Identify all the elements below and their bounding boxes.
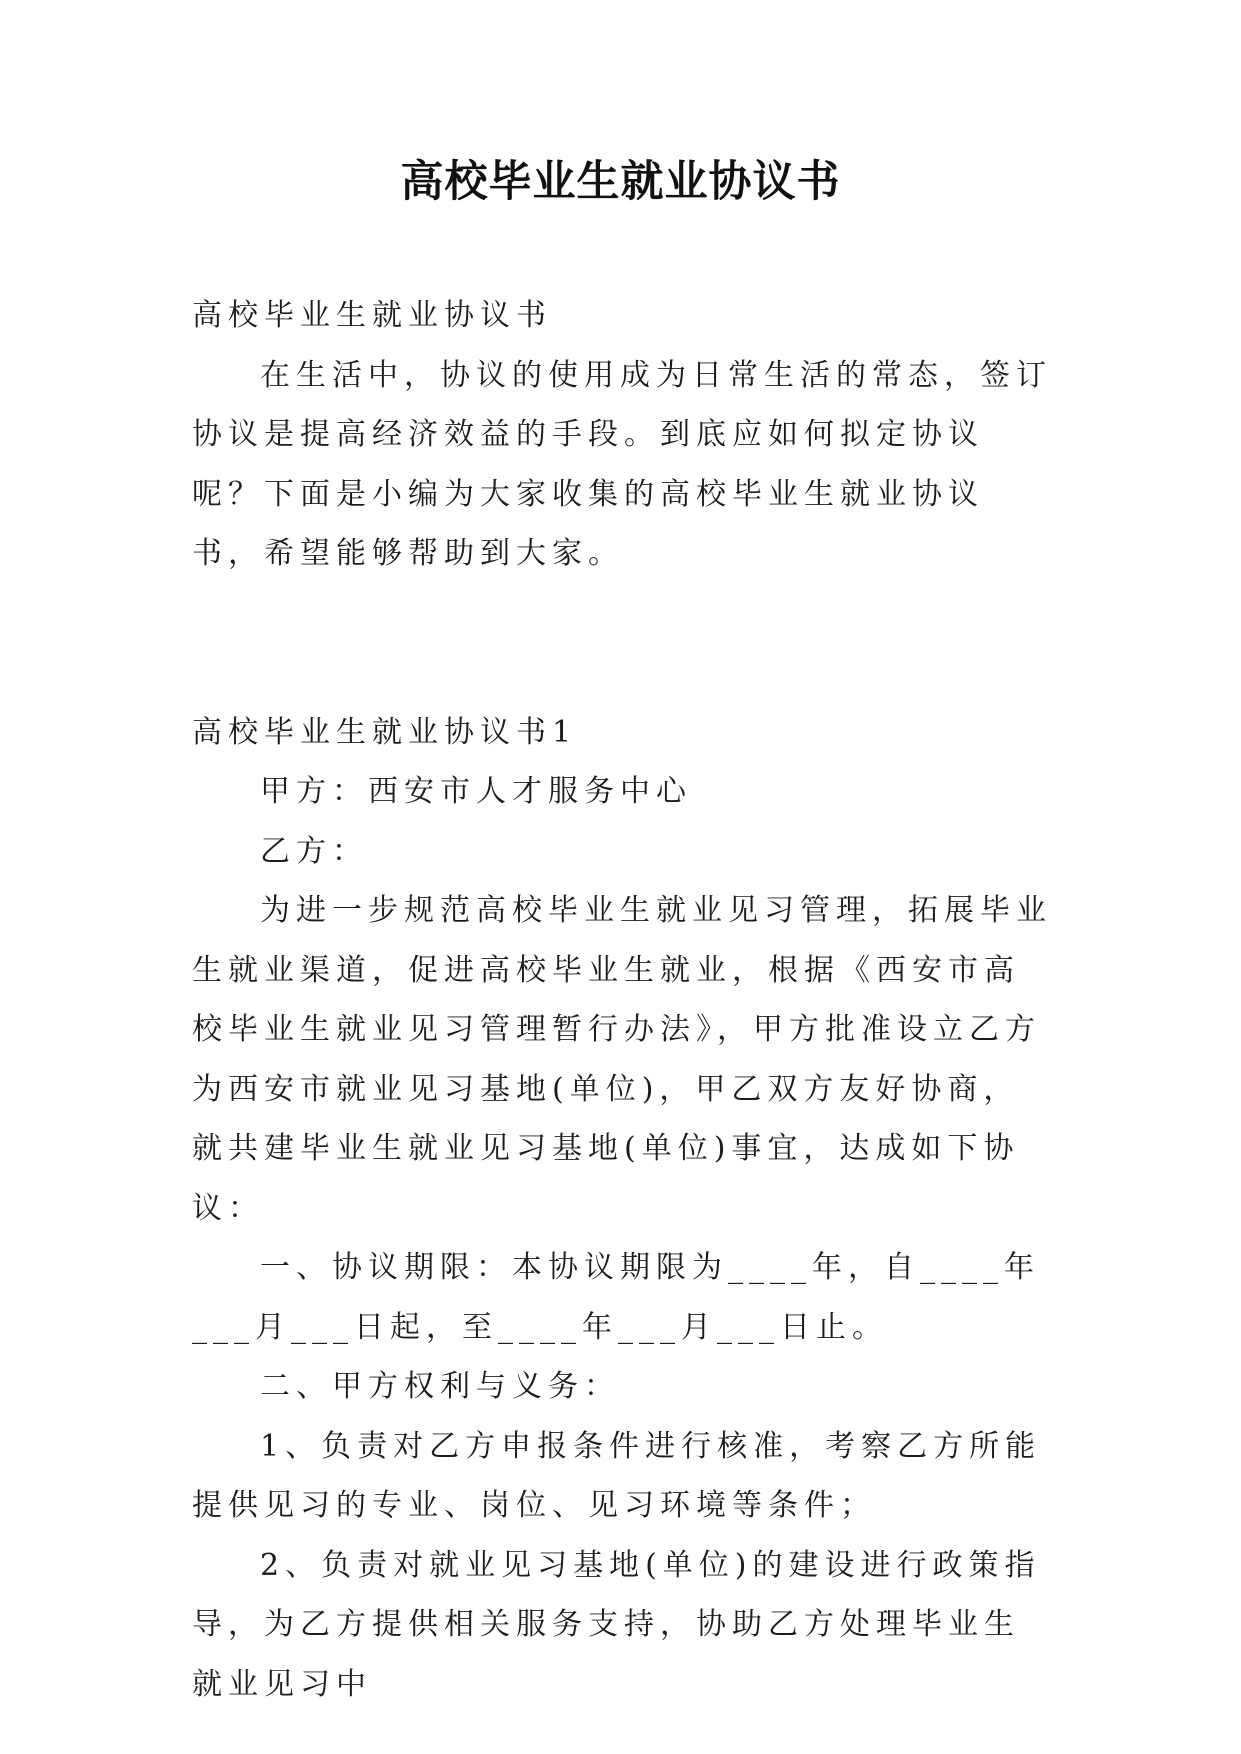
preamble-paragraph: 为进一步规范高校毕业生就业见习管理，拓展毕业生就业渠道，促进高校毕业生就业，根据《西安市高校毕业生就业见习管理暂行办法》，甲方批准设立乙方为西安市就业见习基地(单位)，甲乙双方友好协商，就共建毕业生就业见习基地(单位)事宜，达成如下协议： xyxy=(192,893,1052,1226)
intro-heading: 高校毕业生就业协议书 xyxy=(192,298,552,333)
clause-party-a-item-2: 2、负责对就业见习基地(单位)的建设进行政策指导，为乙方提供相关服务支持，协助乙方处理毕业生就业见习中 xyxy=(192,1547,1041,1702)
party-b-line: 乙方： xyxy=(260,833,368,869)
section-heading: 高校毕业生就业协议书1 xyxy=(192,714,578,750)
party-a-line: 甲方：西安市人才服务中心 xyxy=(260,774,692,809)
clause-term: 一、协议期限：本协议期限为____年，自____年___月___日起，至____年___月___日止。 xyxy=(192,1250,1040,1345)
document-body xyxy=(192,286,1052,1714)
clause-party-a-heading: 二、甲方权利与义务： xyxy=(260,1369,620,1404)
section-spacer xyxy=(192,584,1052,703)
document-title: 高校毕业生就业协议书 xyxy=(400,157,841,207)
intro-paragraph: 在生活中，协议的使用成为日常生活的常态，签订协议是提高经济效益的手段。到底应如何拟定协议呢？下面是小编为大家收集的高校毕业生就业协议书，希望能够帮助到大家。 xyxy=(192,357,1052,571)
clause-party-a-item-1: 1、负责对乙方申报条件进行核准，考察乙方所能提供见习的专业、岗位、见习环境等条件； xyxy=(192,1428,1042,1523)
